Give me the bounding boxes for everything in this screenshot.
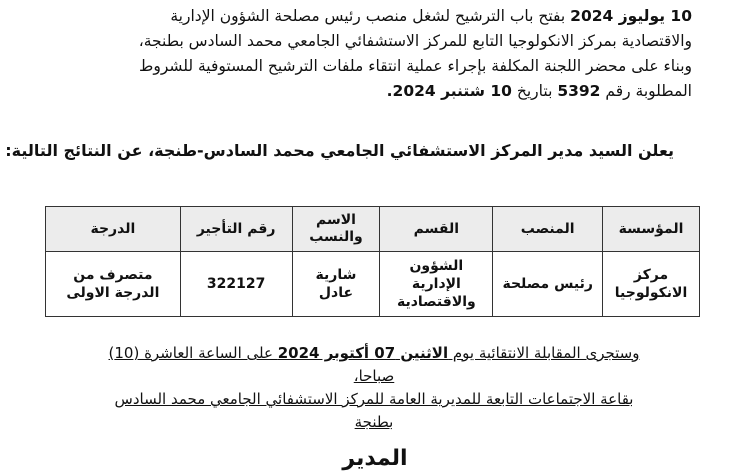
interview-line-2: بقاعة الاجتماعات التابعة للمديرية العامة للمركز الاستشفائي الجامعي محمد السادس	[114, 390, 634, 408]
cell-payroll-number: 322127	[180, 252, 292, 317]
cell-grade: متصرف من الدرجة الاولى	[46, 252, 181, 317]
intro-line-1	[40, 4, 692, 29]
intro-line-4	[40, 79, 692, 104]
table-row	[46, 252, 700, 317]
minutes-date: 10 شتنبر 2024.	[386, 82, 512, 100]
interview-notice	[90, 342, 658, 434]
results-table	[45, 206, 700, 317]
intro-line-4-start: المطلوبة رقم	[600, 82, 692, 100]
header-department: القسم	[380, 207, 493, 252]
interview-date: الاثنين 07 أكتوبر 2024	[277, 344, 449, 362]
header-institution: المؤسسة	[603, 207, 700, 252]
header-full-name: الاسم والنسب	[292, 207, 380, 252]
intro-opening-date: 10 يوليوز 2024	[570, 7, 692, 25]
intro-line-3: وبناء على محضر اللجنة المكلفة بإجراء عملية انتقاء ملفات الترشيح المستوفية للشروط	[139, 57, 692, 75]
interview-line-1	[90, 342, 658, 388]
announcement-heading: يعلن السيد مدير المركز الاستشفائي الجامعي محمد السادس-طنجة، عن النتائج التالية:	[5, 141, 674, 160]
intro-line-2: والاقتصادية بمركز الانكولوجيا التابع للمركز الاستشفائي الجامعي محمد السادس بطنجة،	[138, 32, 692, 50]
header-payroll-number: رقم التأجير	[180, 207, 292, 252]
signature-title: المدير	[342, 446, 408, 471]
interview-line-1-start: وستجرى المقابلة الانتقائية يوم	[448, 344, 640, 362]
minutes-reference-number: 5392	[557, 82, 601, 100]
interview-line-1-end: على الساعة العاشرة (10) صباحا،	[108, 344, 395, 385]
interview-line-3: بطنجة	[354, 413, 394, 431]
intro-line-4-mid: بتاريخ	[511, 82, 558, 100]
intro-line-1-text: بفتح باب الترشيح لشغل منصب رئيس مصلحة الشؤون الإدارية	[170, 7, 571, 25]
cell-department: الشؤون الإدارية والاقتصادية	[380, 252, 493, 317]
table-header-row	[46, 207, 700, 252]
cell-full-name: شارية عادل	[292, 252, 380, 317]
header-grade: الدرجة	[46, 207, 181, 252]
cell-position: رئيس مصلحة	[493, 252, 603, 317]
header-position: المنصب	[493, 207, 603, 252]
intro-paragraph	[40, 4, 692, 104]
cell-institution: مركز الانكولوجيا	[603, 252, 700, 317]
